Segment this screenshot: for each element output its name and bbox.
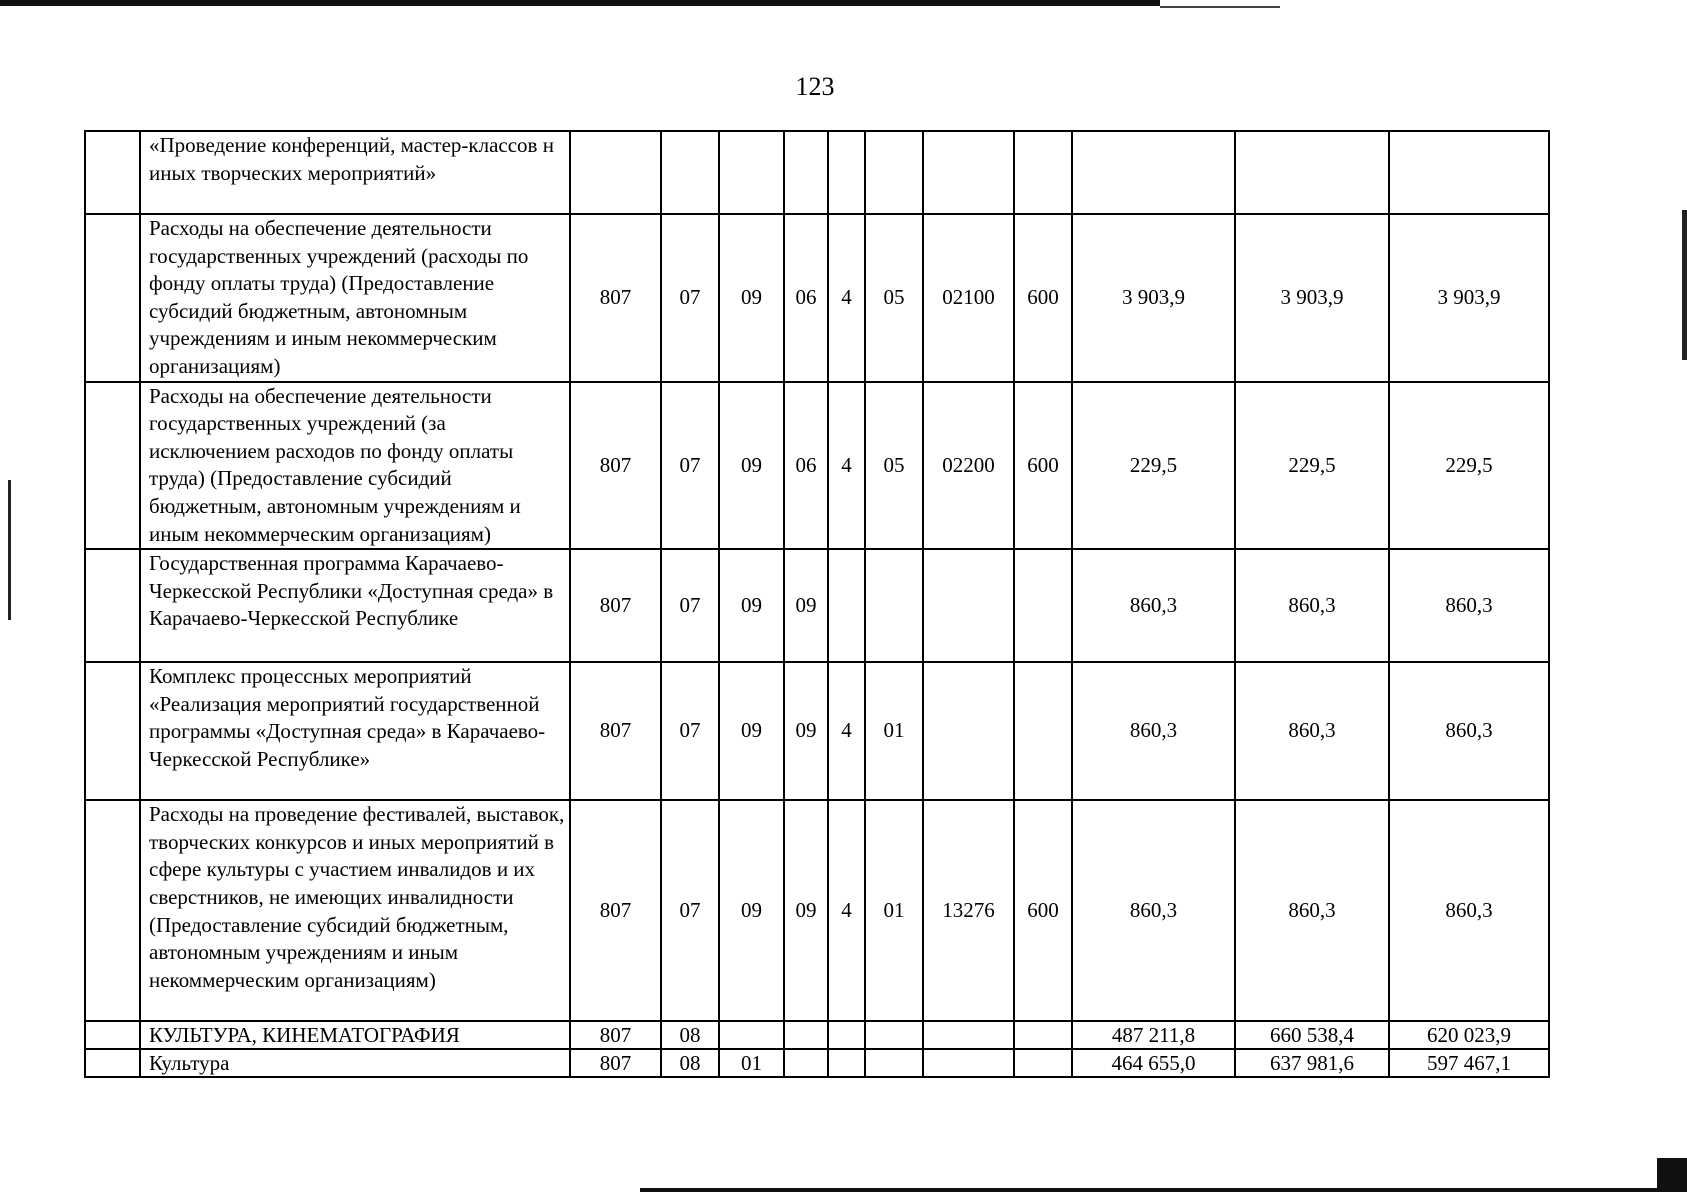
program-code-cell: 09 <box>784 662 828 800</box>
section-code-cell <box>661 131 719 214</box>
subprogram-code-cell: 01 <box>865 800 923 1021</box>
program-code-cell: 09 <box>784 800 828 1021</box>
row-number-cell <box>85 800 140 1021</box>
direction-code-cell: 02100 <box>923 214 1014 382</box>
section-code-cell: 08 <box>661 1021 719 1049</box>
direction-code-cell <box>923 549 1014 662</box>
table-row <box>85 131 1549 214</box>
expense-type-code-cell <box>1014 549 1072 662</box>
direction-code-cell <box>923 131 1014 214</box>
table-row <box>85 1049 1549 1077</box>
row-number-cell <box>85 382 140 550</box>
scan-border-bottom <box>640 1188 1687 1192</box>
item-name-cell: КУЛЬТУРА, КИНЕМАТОГРАФИЯ <box>140 1021 570 1049</box>
program-code-cell: 06 <box>784 214 828 382</box>
item-name-cell: Культура <box>140 1049 570 1077</box>
direction-code-cell: 13276 <box>923 800 1014 1021</box>
amount-cell-1: 3 903,9 <box>1072 214 1235 382</box>
section-code-cell: 07 <box>661 549 719 662</box>
amount-cell-1: 464 655,0 <box>1072 1049 1235 1077</box>
row-number-cell <box>85 131 140 214</box>
amount-cell-2: 860,3 <box>1235 549 1389 662</box>
subsection-code-cell <box>719 1021 784 1049</box>
item-name-cell: Государственная программа Карачаево-Черкесской Республики «Доступная среда» в Карачаево-Черкесской Республике <box>140 549 570 662</box>
expense-type-code-cell <box>1014 1021 1072 1049</box>
amount-cell-2: 860,3 <box>1235 662 1389 800</box>
expense-type-code-cell <box>1014 1049 1072 1077</box>
table-row <box>85 662 1549 800</box>
amount-cell-2: 660 538,4 <box>1235 1021 1389 1049</box>
ministry-code-cell: 807 <box>570 382 661 550</box>
row-number-cell <box>85 662 140 800</box>
amount-cell-2: 860,3 <box>1235 800 1389 1021</box>
amount-cell-2: 229,5 <box>1235 382 1389 550</box>
program-code-cell: 06 <box>784 382 828 550</box>
section-code-cell: 07 <box>661 800 719 1021</box>
amount-cell-2: 637 981,6 <box>1235 1049 1389 1077</box>
direction-code-cell <box>923 662 1014 800</box>
amount-cell-3: 3 903,9 <box>1389 214 1549 382</box>
page-number: 123 <box>795 72 835 101</box>
scan-border-top-tail <box>1160 6 1280 8</box>
expense-type-code-cell <box>1014 662 1072 800</box>
budget-table <box>84 130 1550 1078</box>
section-code-cell: 08 <box>661 1049 719 1077</box>
subsection-code-cell: 09 <box>719 662 784 800</box>
section-code-cell: 07 <box>661 662 719 800</box>
subsection-code-cell: 09 <box>719 549 784 662</box>
program-code-cell <box>784 1049 828 1077</box>
subsection-code-cell: 09 <box>719 800 784 1021</box>
amount-cell-1: 860,3 <box>1072 662 1235 800</box>
table-row <box>85 382 1549 550</box>
scan-border-top <box>0 0 1160 6</box>
program-type-code-cell <box>828 1049 865 1077</box>
row-number-cell <box>85 1021 140 1049</box>
ministry-code-cell: 807 <box>570 800 661 1021</box>
amount-cell-3 <box>1389 131 1549 214</box>
amount-cell-3: 597 467,1 <box>1389 1049 1549 1077</box>
amount-cell-1: 860,3 <box>1072 549 1235 662</box>
subprogram-code-cell <box>865 549 923 662</box>
amount-cell-3: 620 023,9 <box>1389 1021 1549 1049</box>
item-name-cell: «Проведение конференций, мастер-классов н иных творческих мероприятий» <box>140 131 570 214</box>
expense-type-code-cell: 600 <box>1014 382 1072 550</box>
subprogram-code-cell: 05 <box>865 382 923 550</box>
item-name-cell: Расходы на обеспечение деятельности государственных учреждений (расходы по фонду оплаты труда) (Предоставление субсидий бюджетным, автономным учреждениям и иным некоммерческим организациям) <box>140 214 570 382</box>
ministry-code-cell: 807 <box>570 549 661 662</box>
row-number-cell <box>85 549 140 662</box>
item-name-cell: Расходы на проведение фестивалей, выставок, творческих конкурсов и иных мероприятий в сфере культуры с участием инвалидов и их сверстников, не имеющих инвалидности (Предоставление субсидий бюджетным, автономным учреждениям и иным некоммерческим организациям) <box>140 800 570 1021</box>
item-name-cell: Расходы на обеспечение деятельности государственных учреждений (за исключением расходов по фонду оплаты труда) (Предоставление субсидий бюджетным, автономным учреждениям и иным некоммерческим организациям) <box>140 382 570 550</box>
row-number-cell <box>85 1049 140 1077</box>
expense-type-code-cell: 600 <box>1014 800 1072 1021</box>
subsection-code-cell: 09 <box>719 214 784 382</box>
ministry-code-cell: 807 <box>570 662 661 800</box>
amount-cell-3: 860,3 <box>1389 662 1549 800</box>
scan-corner-mark <box>1657 1158 1687 1188</box>
subprogram-code-cell <box>865 1021 923 1049</box>
amount-cell-2: 3 903,9 <box>1235 214 1389 382</box>
section-code-cell: 07 <box>661 382 719 550</box>
table-row <box>85 800 1549 1021</box>
expense-type-code-cell: 600 <box>1014 214 1072 382</box>
program-code-cell <box>784 131 828 214</box>
subsection-code-cell: 01 <box>719 1049 784 1077</box>
scan-border-left <box>8 480 11 620</box>
program-type-code-cell: 4 <box>828 214 865 382</box>
program-code-cell <box>784 1021 828 1049</box>
subsection-code-cell <box>719 131 784 214</box>
item-name-cell: Комплекс процессных мероприятий «Реализация мероприятий государственной программы «Доступная среда» в Карачаево-Черкесской Республике» <box>140 662 570 800</box>
program-type-code-cell <box>828 549 865 662</box>
table-row <box>85 1021 1549 1049</box>
table-row <box>85 549 1549 662</box>
program-type-code-cell: 4 <box>828 382 865 550</box>
amount-cell-3: 860,3 <box>1389 549 1549 662</box>
subprogram-code-cell: 01 <box>865 662 923 800</box>
program-type-code-cell <box>828 1021 865 1049</box>
amount-cell-3: 229,5 <box>1389 382 1549 550</box>
direction-code-cell <box>923 1049 1014 1077</box>
row-number-cell <box>85 214 140 382</box>
subprogram-code-cell: 05 <box>865 214 923 382</box>
ministry-code-cell: 807 <box>570 1021 661 1049</box>
subprogram-code-cell <box>865 1049 923 1077</box>
program-code-cell: 09 <box>784 549 828 662</box>
ministry-code-cell: 807 <box>570 1049 661 1077</box>
subprogram-code-cell <box>865 131 923 214</box>
program-type-code-cell <box>828 131 865 214</box>
amount-cell-1: 229,5 <box>1072 382 1235 550</box>
expense-type-code-cell <box>1014 131 1072 214</box>
section-code-cell: 07 <box>661 214 719 382</box>
scan-border-right <box>1682 210 1687 360</box>
ministry-code-cell <box>570 131 661 214</box>
amount-cell-2 <box>1235 131 1389 214</box>
amount-cell-1 <box>1072 131 1235 214</box>
amount-cell-1: 487 211,8 <box>1072 1021 1235 1049</box>
ministry-code-cell: 807 <box>570 214 661 382</box>
program-type-code-cell: 4 <box>828 662 865 800</box>
direction-code-cell: 02200 <box>923 382 1014 550</box>
table-row <box>85 214 1549 382</box>
amount-cell-3: 860,3 <box>1389 800 1549 1021</box>
subsection-code-cell: 09 <box>719 382 784 550</box>
amount-cell-1: 860,3 <box>1072 800 1235 1021</box>
program-type-code-cell: 4 <box>828 800 865 1021</box>
direction-code-cell <box>923 1021 1014 1049</box>
